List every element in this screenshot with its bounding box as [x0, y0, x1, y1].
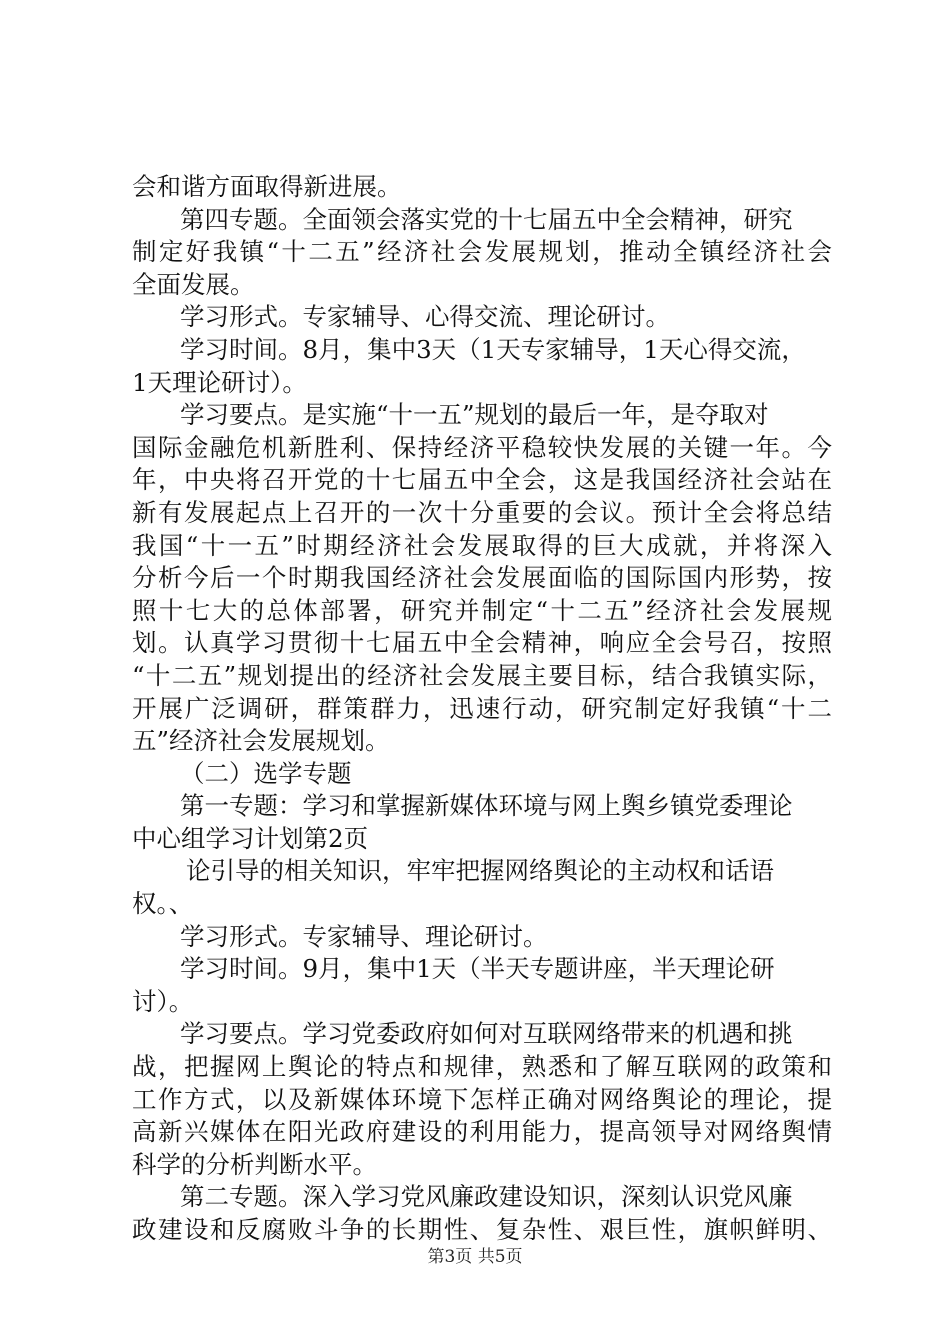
text-line: 分析今后一个时期我国经济社会发展面临的国际国内形势，按: [132, 563, 832, 593]
text-line: 第四专题。全面领会落实党的十七届五中全会精神，研究: [180, 204, 793, 234]
text-line: 学习形式。专家辅导、理论研讨。: [180, 921, 548, 951]
text-line: 科学的分析判断水平。: [132, 1149, 377, 1179]
text-line: 工作方式，以及新媒体环境下怎样正确对网络舆论的理论，提: [132, 1084, 832, 1114]
text-line: 照十七大的总体部署，研究并制定“十二五”经济社会发展规: [132, 595, 832, 625]
text-line: 划。认真学习贯彻十七届五中全会精神，响应全会号召，按照: [132, 628, 832, 658]
page-number-footer: 第3页 共5页: [427, 1247, 523, 1267]
text-line: 学习时间。9月，集中1天（半天专题讲座，半天理论研: [180, 954, 775, 984]
text-line: 全面发展。: [132, 269, 255, 299]
text-line: 权。、: [132, 889, 194, 919]
text-line: 中心组学习计划第2页: [132, 823, 369, 853]
text-line: 1天理论研讨）。: [132, 367, 307, 397]
document-body: [132, 171, 832, 1247]
text-line: 年，中央将召开党的十七届五中全会，这是我国经济社会站在: [132, 465, 832, 495]
text-line: 学习时间。8月，集中3天（1天专家辅导，1天心得交流，: [180, 334, 806, 364]
text-line: 制定好我镇“十二五”经济社会发展规划，推动全镇经济社会: [132, 237, 832, 267]
text-line: 第一专题：学习和掌握新媒体环境与网上舆乡镇党委理论: [180, 791, 793, 821]
text-line: 学习形式。专家辅导、心得交流、理论研讨。: [180, 302, 670, 332]
section-heading: （二）选学专题: [180, 758, 352, 788]
text-line: 五”经济社会发展规划。: [132, 726, 390, 756]
text-line: 会和谐方面取得新进展。: [132, 172, 402, 201]
text-line: 学习要点。是实施“十一五”规划的最后一年，是夺取对: [180, 400, 769, 430]
text-line: 第二专题。深入学习党风廉政建设知识，深刻认识党风廉: [180, 1182, 793, 1212]
text-line: 新有发展起点上召开的一次十分重要的会议。预计全会将总结: [132, 497, 832, 527]
text-line: 讨）。: [132, 986, 194, 1016]
text-line: 开展广泛调研，群策群力，迅速行动，研究制定好我镇“十二: [132, 693, 832, 723]
text-line: 我国“十一五”时期经济社会发展取得的巨大成就，并将深入: [132, 530, 832, 560]
text-line: “十二五”规划提出的经济社会发展主要目标，结合我镇实际，: [132, 660, 832, 690]
text-line: 高新兴媒体在阳光政府建设的利用能力，提高领导对网络舆情: [132, 1117, 832, 1147]
text-line: 论引导的相关知识，牢牢把握网络舆论的主动权和话语: [186, 856, 774, 886]
text-line: 国际金融危机新胜利、保持经济平稳较快发展的关键一年。今: [132, 432, 832, 462]
text-line: 学习要点。学习党委政府如何对互联网络带来的机遇和挑: [180, 1019, 793, 1049]
text-line: 政建设和反腐败斗争的长期性、复杂性、艰巨性，旗帜鲜明、: [132, 1215, 832, 1244]
text-line: 战，把握网上舆论的特点和规律，熟悉和了解互联网的政策和: [132, 1052, 832, 1082]
